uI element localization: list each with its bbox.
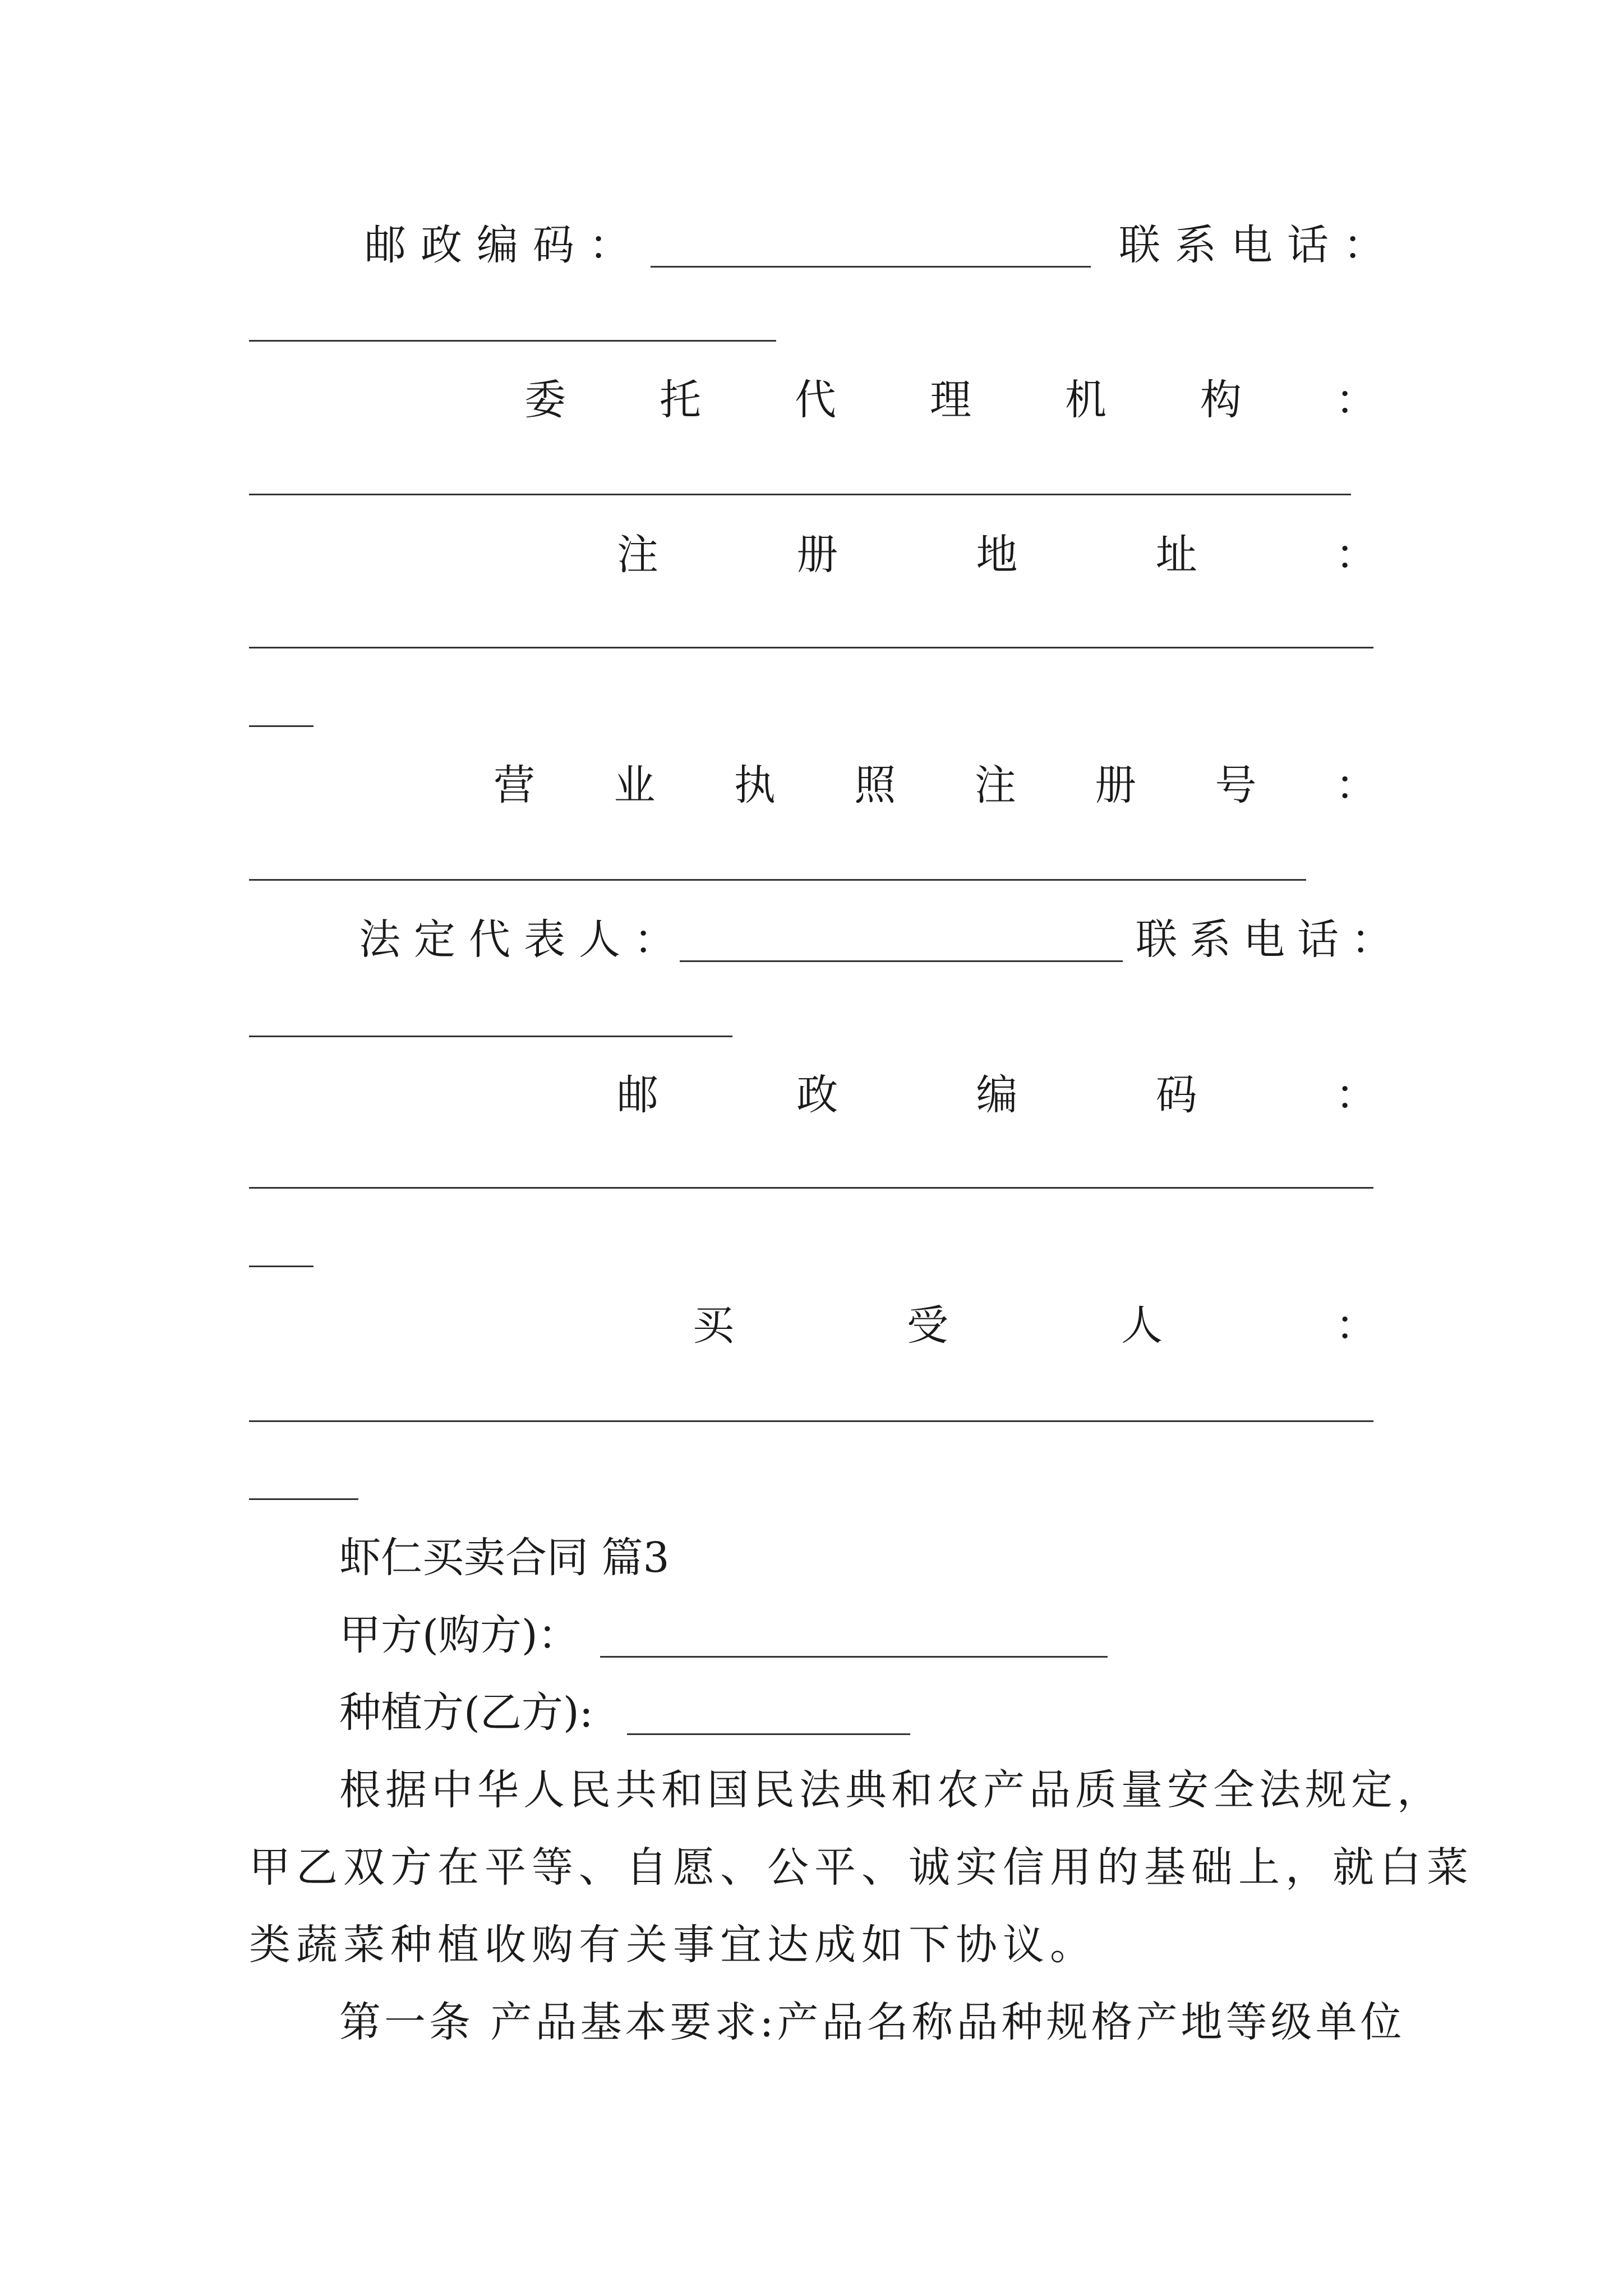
postcode-char: 编: [976, 1071, 1018, 1119]
agent-blank: [249, 494, 1351, 495]
postcode-char: 码: [1155, 1071, 1197, 1119]
agent-char: 机: [1065, 376, 1106, 424]
license-char: 业: [614, 761, 656, 809]
license-char: 营: [494, 761, 535, 809]
buyer-char: 买: [693, 1301, 734, 1350]
license-char: 注: [974, 761, 1016, 809]
address-label: [617, 531, 1377, 579]
license-label: [494, 761, 1377, 809]
legal-rep-label: 法定代表人：: [359, 915, 689, 964]
buyer-label: [693, 1301, 1377, 1350]
agent-char: 委: [524, 376, 566, 424]
party-b-blank: [627, 1733, 910, 1735]
address-blank: [249, 647, 1373, 648]
party-b-label: 种植方(乙方):: [339, 1688, 593, 1737]
paragraph-line: 根据中华人民共和国民法典和农产品质量安全法规定，: [339, 1766, 1443, 1814]
address-char: 址: [1155, 531, 1197, 579]
party-a-blank: [600, 1656, 1108, 1658]
agent-char: 理: [930, 376, 971, 424]
buyer-char: 受: [907, 1301, 948, 1350]
license-blank: [249, 879, 1306, 881]
postcode-label-2: [617, 1071, 1377, 1119]
agent-label: [524, 376, 1377, 424]
postcode-char: 邮: [617, 1071, 658, 1119]
address-char: 地: [976, 531, 1018, 579]
article-1: 第一条 产品基本要求:产品名称品种规格产地等级单位: [339, 1998, 1405, 2046]
address-char: 册: [796, 531, 838, 579]
phone-blank: [249, 340, 776, 342]
agent-char: 代: [795, 376, 836, 424]
buyer-blank-tail: [249, 1498, 358, 1500]
phone-label-2: 联系电话：: [1136, 915, 1405, 964]
buyer-char: ：: [1335, 1301, 1377, 1350]
license-char: 照: [854, 761, 896, 809]
postcode-label: 邮政编码：: [365, 221, 645, 269]
license-char: 执: [734, 761, 776, 809]
agent-char: 托: [660, 376, 701, 424]
postcode-char: 政: [796, 1071, 838, 1119]
license-char: 册: [1095, 761, 1137, 809]
agent-char: 构: [1200, 376, 1242, 424]
party-a-label: 甲方(购方)：: [339, 1611, 579, 1659]
postcode-char: ：: [1335, 1071, 1377, 1119]
license-char: 号: [1215, 761, 1257, 809]
agent-char: ：: [1335, 376, 1377, 424]
paragraph-line: 甲乙双方在平等、自愿、公平、诚实信用的基础上，就白菜: [249, 1843, 1474, 1892]
phone-label: 联系电话：: [1119, 221, 1399, 269]
paragraph-line: 类蔬菜种植收购有关事宜达成如下协议。: [249, 1921, 1097, 1969]
postcode-blank: [651, 266, 1091, 268]
address-blank-tail: [249, 725, 313, 727]
phone-blank-2: [249, 1036, 732, 1037]
address-char: 注: [617, 531, 658, 579]
legal-rep-blank: [680, 960, 1123, 962]
postcode-blank-2-tail: [249, 1266, 313, 1267]
address-char: ：: [1335, 531, 1377, 579]
buyer-char: 人: [1121, 1301, 1163, 1350]
buyer-blank: [249, 1420, 1373, 1422]
license-char: ：: [1335, 761, 1377, 809]
contract-title: 虾仁买卖合同 篇3: [339, 1534, 670, 1582]
postcode-blank-2: [249, 1187, 1373, 1189]
